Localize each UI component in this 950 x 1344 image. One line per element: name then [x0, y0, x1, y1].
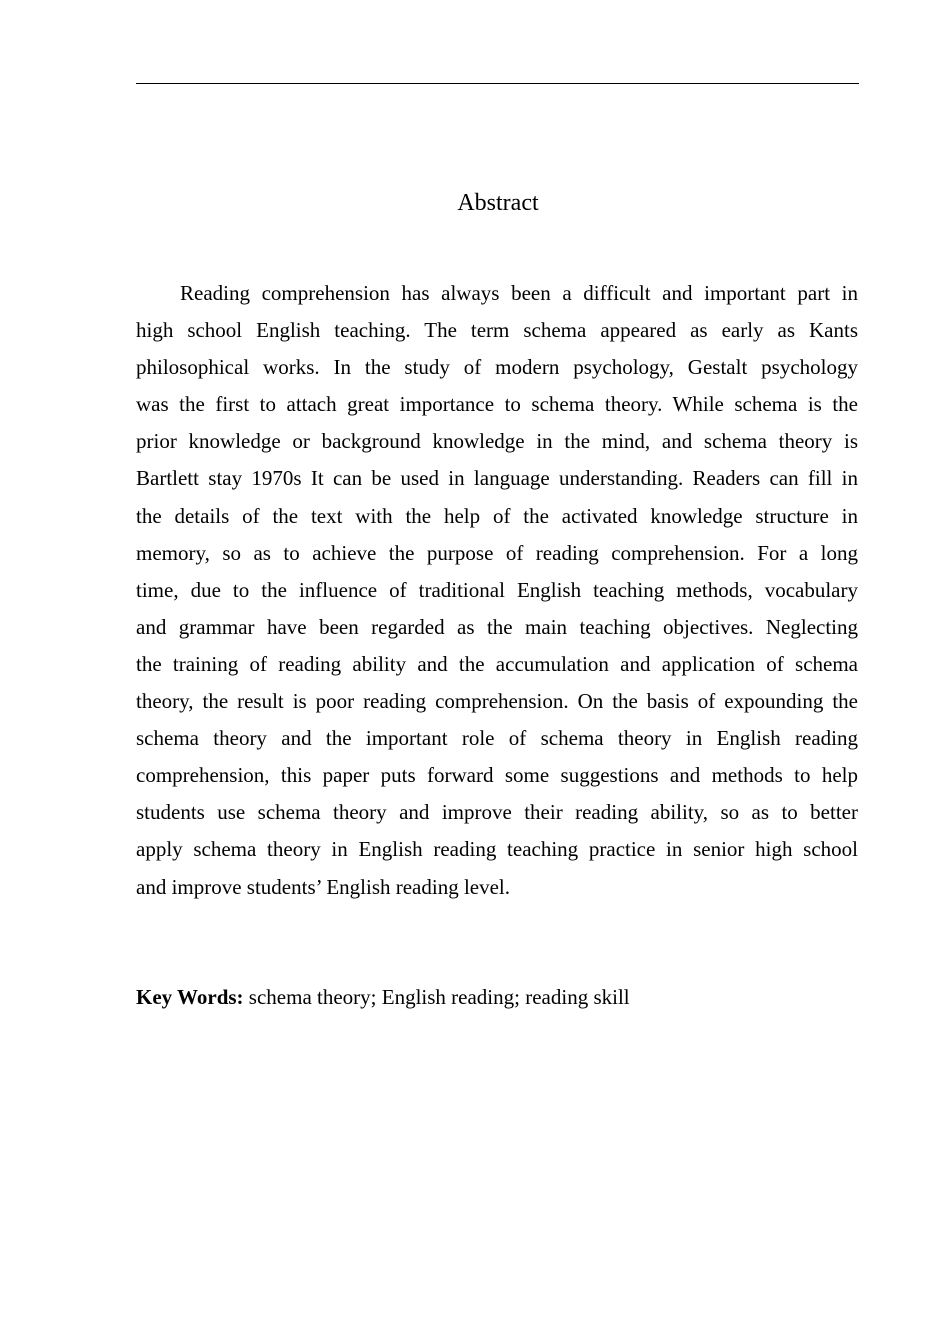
paragraph-line: time, due to the influence of traditional English teaching methods, vocabulary: [136, 577, 858, 602]
paragraph-line: students use schema theory and improve their reading ability, so as to better: [136, 800, 858, 825]
paragraph-line: the training of reading ability and the accumulation and application of schema: [136, 651, 858, 676]
keywords: [136, 985, 630, 1010]
header-rule: [136, 83, 859, 84]
abstract-title: Abstract: [457, 190, 539, 216]
paragraph-line: and improve students’ English reading level.: [136, 874, 511, 899]
paragraph-line: Bartlett stay 1970s It can be used in language understanding. Readers can fill in: [136, 466, 858, 491]
paragraph-line: schema theory and the important role of schema theory in English reading: [136, 726, 858, 751]
abstract-paragraph: [136, 279, 858, 910]
paragraph-line: Reading comprehension has always been a difficult and important part in: [180, 281, 858, 305]
paragraph-line: memory, so as to achieve the purpose of reading comprehension. For a long: [136, 540, 858, 565]
paragraph-line: prior knowledge or background knowledge in the mind, and schema theory is: [136, 429, 858, 454]
paragraph-line: the details of the text with the help of the activated knowledge structure in: [136, 503, 858, 528]
paragraph-line: was the first to attach great importance to schema theory. While schema is the: [136, 392, 858, 417]
paragraph-line: theory, the result is poor reading comprehension. On the basis of expounding the: [136, 689, 858, 714]
paragraph-line: high school English teaching. The term schema appeared as early as Kants: [136, 318, 858, 343]
paragraph-line: comprehension, this paper puts forward some suggestions and methods to help: [136, 763, 858, 788]
paragraph-line: apply schema theory in English reading teaching practice in senior high school: [136, 837, 858, 862]
keywords-label: Key Words:: [136, 985, 244, 1009]
keywords-value: schema theory; English reading; reading skill: [243, 985, 630, 1009]
paragraph-line: philosophical works. In the study of modern psychology, Gestalt psychology: [136, 355, 858, 380]
paragraph-line: and grammar have been regarded as the main teaching objectives. Neglecting: [136, 614, 858, 639]
